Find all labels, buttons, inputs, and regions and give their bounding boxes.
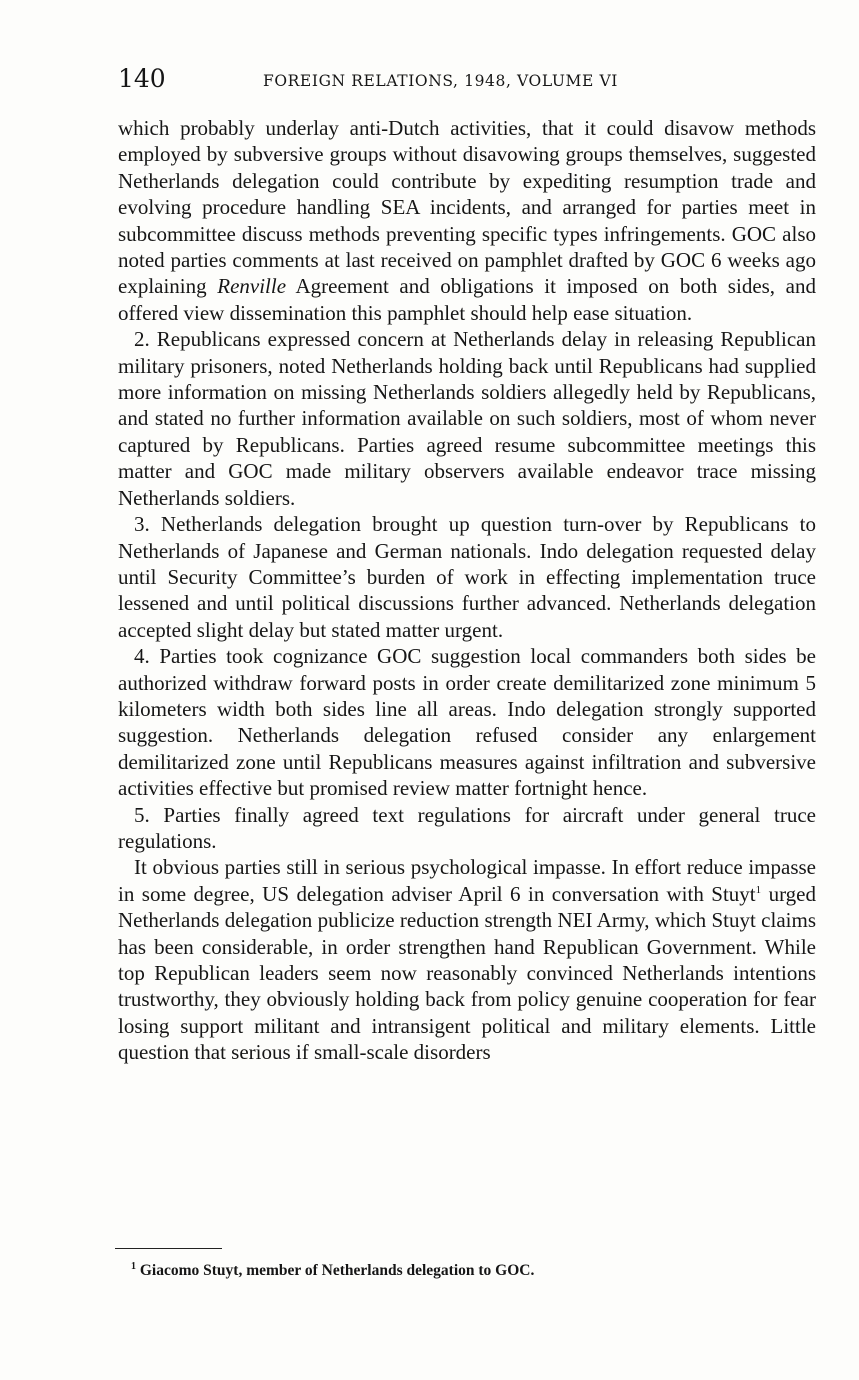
body-text <box>118 115 816 1066</box>
paragraph-impasse: It obvious parties still in serious psychological impasse. In effort reduce impasse in some degree, US delegation adviser April 6 in conversation with Stuyt$^1$ urged Netherlands delegation publicize reduction strength NEI Army, which Stuyt claims has been considerable, in order strengthen hand Republican Government. While top Republican leaders seem now reasonably convinced Netherlands intentions trustworthy, they obviously holding back from policy genuine cooperation for fear losing support militant and intransigent political and military elements. Little question that serious if small-scale disorders <box>118 855 816 1065</box>
running-head: FOREIGN RELATIONS, 1948, VOLUME VI <box>263 72 618 90</box>
footnote-divider <box>115 1248 222 1249</box>
paragraph-item-4: 4. Parties took cognizance GOC suggestion local commanders both sides be authorized withdraw forward posts in order create demilitarized zone minimum 5 kilometers width both sides line all areas. Indo delegation strongly supported suggestion. Netherlands delegation refused consider any enlargement demilitarized zone until Republicans measures against infiltration and subversive activities effective but promised review matter fortnight hence. <box>118 644 816 801</box>
page-number: 140 <box>118 64 166 93</box>
footnote-reference: 1 <box>755 883 762 896</box>
paragraph-item-5: 5. Parties finally agreed text regulations for aircraft under general truce regulations. <box>118 802 816 853</box>
paragraph-continuation: which probably underlay anti-Dutch activities, that it could disavow methods employed by subversive groups without disavowing groups themselves, suggested Netherlands delegation could contribute by expediting resumption trade and evolving procedure handling SEA incidents, and arranged for parties meet in subcommittee discuss methods preventing specific types infringements. GOC also noted parties comments at last received on pamphlet drafted by GOC 6 weeks ago explaining Renville Agreement and obligations it imposed on both sides, and offered view dissemination this pamphlet should help ease situation. <box>118 116 816 325</box>
page-header <box>118 64 818 104</box>
paragraph-item-2: 2. Republicans expressed concern at Netherlands delay in releasing Republican military prisoners, noted Netherlands holding back until Republicans had supplied more information on missing Netherlands soldiers allegedly held by Republicans, and stated no further information available on such soldiers, most of whom never captured by Republicans. Parties agreed resume subcommittee meetings this matter and GOC made military observers available endeavor trace missing Netherlands soldiers. <box>118 327 816 510</box>
footnote <box>131 1262 534 1280</box>
footnote-mark: 1 <box>131 1260 136 1272</box>
italic-term: Renville <box>217 274 287 299</box>
paragraph-item-3: 3. Netherlands delegation brought up question turn-over by Republicans to Netherlands of Japanese and German nationals. Indo delegation requested delay until Security Committee’s burden of work in effecting implementation truce lessened and until political discussions further advanced. Netherlands delegation accepted slight delay but stated matter urgent. <box>118 512 816 642</box>
footnote-text: Giacomo Stuyt, member of Netherlands delegation to GOC. <box>139 1262 535 1279</box>
